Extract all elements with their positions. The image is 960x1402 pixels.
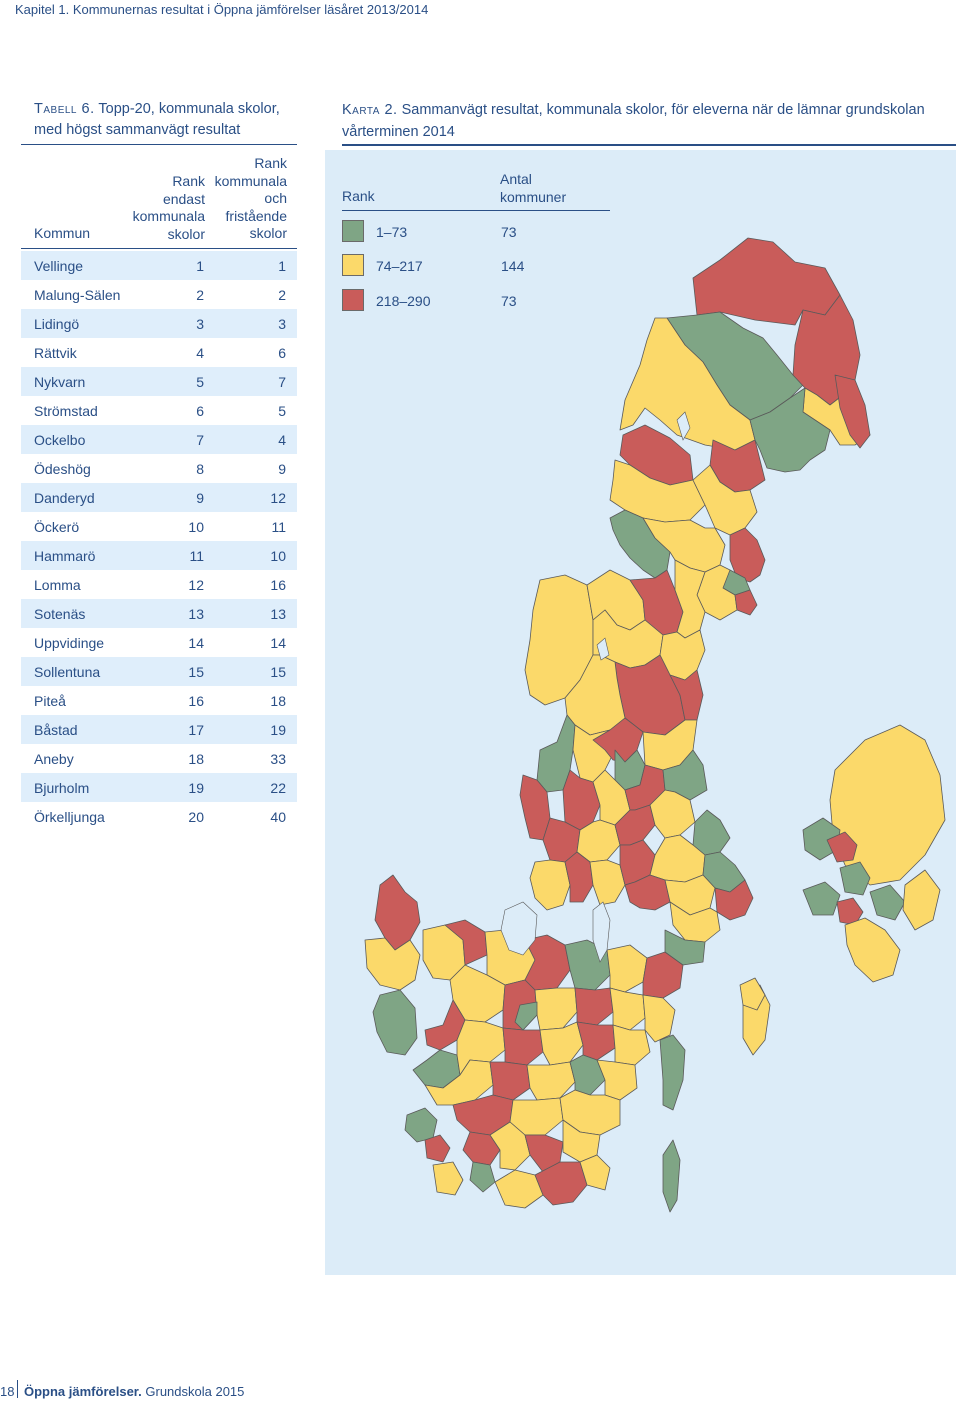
municipality-region bbox=[503, 1028, 543, 1065]
footer-divider bbox=[17, 1380, 18, 1398]
municipality-region bbox=[735, 590, 757, 615]
municipality-region bbox=[693, 238, 840, 325]
table-row: Aneby 18 33 bbox=[34, 751, 286, 767]
municipality-region bbox=[575, 988, 613, 1025]
table-row: Ödeshög 8 9 bbox=[34, 461, 286, 477]
table-row: Piteå 16 18 bbox=[34, 693, 286, 709]
legend-count-1: 73 bbox=[501, 224, 517, 240]
table-row: Hammarö 11 10 bbox=[21, 541, 297, 570]
legend-swatch-red bbox=[342, 289, 364, 311]
table-row: Rättvik 4 6 bbox=[34, 345, 286, 361]
table-row: Båstad 17 19 bbox=[21, 715, 297, 744]
municipality-region bbox=[535, 988, 577, 1030]
table-row: Ockelbo 7 4 bbox=[21, 425, 297, 454]
municipality-region bbox=[693, 810, 730, 855]
sweden-map bbox=[325, 150, 956, 1275]
legend-swatch-yellow bbox=[342, 254, 364, 276]
table-row: Strömstad 6 5 bbox=[34, 403, 286, 419]
table-row: Uppvidinge 14 14 bbox=[34, 635, 286, 651]
legend-count-2: 144 bbox=[501, 258, 525, 274]
table-row: Sollentuna 15 15 bbox=[21, 657, 297, 686]
map-label: Karta 2. bbox=[342, 102, 398, 118]
municipality-region bbox=[613, 1025, 650, 1065]
table-row: Sotenäs 13 13 bbox=[21, 599, 297, 628]
table-body bbox=[21, 251, 297, 831]
municipality-region bbox=[577, 1022, 615, 1060]
table-row: Bjurholm 19 22 bbox=[21, 773, 297, 802]
municipality-region bbox=[590, 860, 625, 905]
table-row: Malung-Sälen 2 2 bbox=[34, 287, 286, 303]
table-row: Öckerö 10 11 bbox=[34, 519, 286, 535]
municipality-region bbox=[405, 1108, 437, 1142]
table-title: Topp-20, kommunala skolor, med högst sammanvägt resultat bbox=[34, 101, 280, 138]
legend-count-3: 73 bbox=[501, 293, 517, 309]
table-row: Vellinge 1 1 bbox=[21, 251, 297, 280]
table-label: Tabell 6. bbox=[34, 101, 95, 117]
municipality-region bbox=[610, 988, 645, 1030]
municipality-region bbox=[470, 1162, 495, 1192]
legend-rule bbox=[342, 210, 610, 211]
table-header-rule bbox=[21, 248, 297, 249]
column-header-rank-alla: Rank kommunala och fristående skolor bbox=[214, 155, 287, 241]
table-row: Danderyd 9 12 bbox=[21, 483, 297, 512]
municipality-region bbox=[425, 1135, 450, 1162]
table-row: Örkelljunga 20 40 bbox=[34, 809, 286, 825]
table-row: Lomma 12 16 bbox=[34, 577, 286, 593]
table-top-rule bbox=[21, 144, 297, 145]
map-caption bbox=[342, 99, 942, 143]
table-caption bbox=[34, 99, 296, 141]
legend-count-header: Antal kommuner bbox=[500, 171, 567, 205]
footer-brand: Öppna jämförelser. Grundskola 2015 bbox=[24, 1384, 245, 1399]
municipality-region bbox=[373, 990, 417, 1055]
municipality-region bbox=[607, 945, 647, 992]
map-title: Sammanvägt resultat, kommunala skolor, för eleverna när de lämnar grundskolan vårterminen 2014 bbox=[342, 102, 925, 140]
municipality-region bbox=[660, 1035, 685, 1110]
footer-page-number: 18 bbox=[0, 1384, 15, 1399]
legend-range-1: 1–73 bbox=[376, 224, 408, 240]
municipality-region bbox=[490, 1062, 530, 1100]
legend-swatch-green bbox=[342, 220, 364, 242]
municipality-region bbox=[643, 995, 675, 1042]
table-row: Nykvarn 5 7 bbox=[21, 367, 297, 396]
legend-range-3: 218–290 bbox=[376, 293, 431, 309]
municipality-region bbox=[433, 1162, 463, 1195]
municipality-region bbox=[663, 1140, 680, 1212]
municipality-region bbox=[870, 885, 905, 920]
municipality-region bbox=[803, 882, 840, 915]
municipality-region bbox=[903, 870, 940, 930]
municipality-region bbox=[845, 918, 900, 982]
legend-rank-header: Rank bbox=[342, 188, 375, 204]
municipality-region bbox=[530, 860, 570, 910]
map-top-rule bbox=[342, 144, 956, 146]
legend-range-2: 74–217 bbox=[376, 258, 423, 274]
column-header-rank-kommunala: Rank endast kommunala skolor bbox=[132, 173, 205, 242]
page-header-title: Kapitel 1. Kommunernas resultat i Öppna jämförelser läsåret 2013/2014 bbox=[15, 2, 429, 17]
table-row: Lidingö 3 3 bbox=[21, 309, 297, 338]
column-header-kommun: Kommun bbox=[34, 225, 91, 241]
